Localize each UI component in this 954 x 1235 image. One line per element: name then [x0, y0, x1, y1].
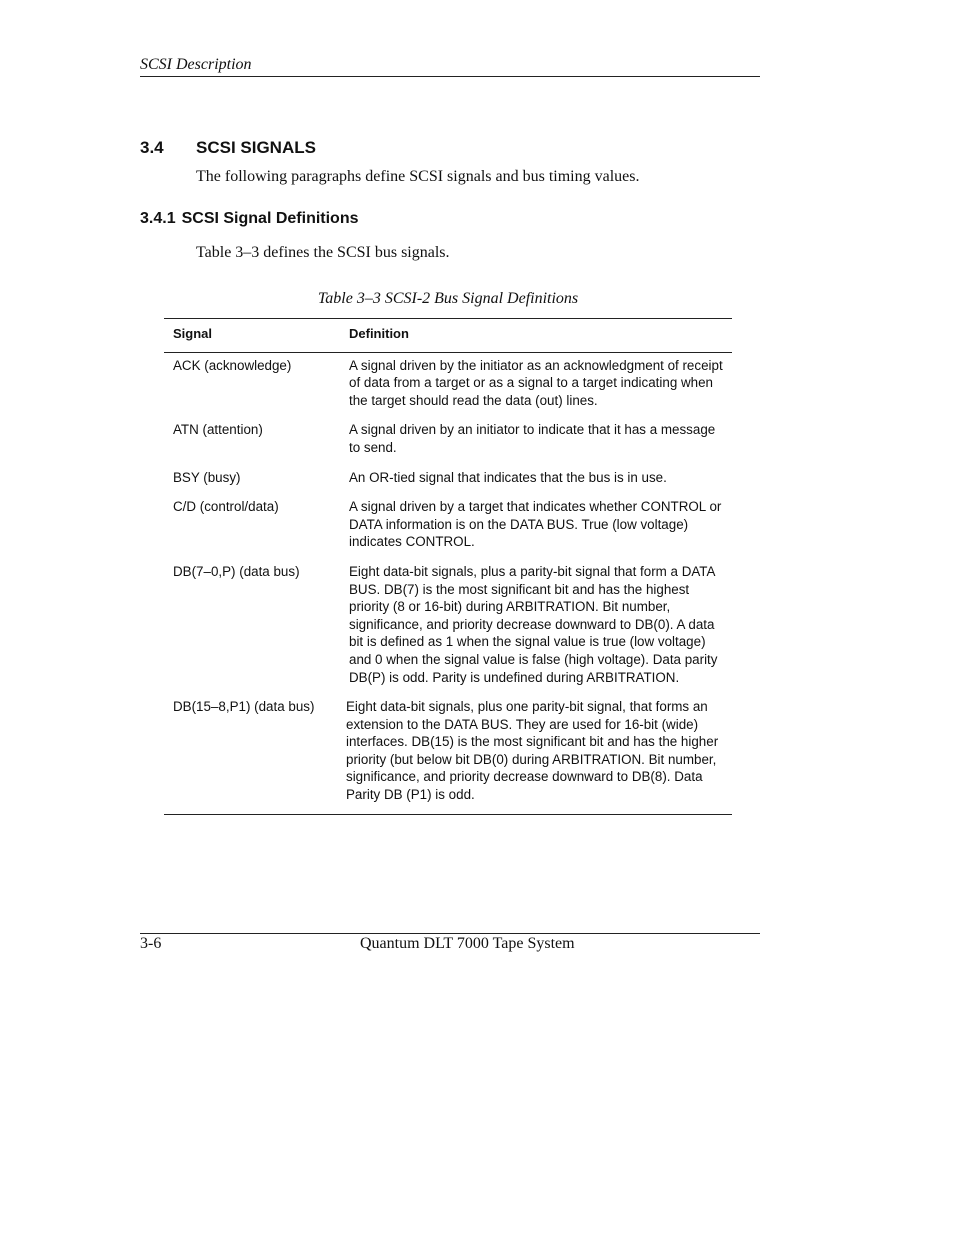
- table-row: [164, 352, 732, 421]
- table-row: [164, 563, 732, 698]
- definition-cell: A signal driven by a target that indicates whether CONTROL or DATA information is on the DATA BUS. True (low voltage) indicates CONTROL.: [349, 499, 722, 550]
- table-row: [164, 469, 732, 499]
- signal-definitions-table: [164, 318, 732, 815]
- table-header-row: [164, 319, 732, 353]
- subsection-intro: Table 3–3 defines the SCSI bus signals.: [196, 244, 450, 261]
- footer-title: Quantum DLT 7000 Tape System: [360, 935, 575, 952]
- subsection-heading: [140, 210, 359, 228]
- signal-cell: ATN (attention): [173, 422, 263, 438]
- definition-cell: Eight data-bit signals, plus one parity-bit signal, that forms an extension to the DATA BUS. They are used for 16-bit (wide) interfaces. DB(15) is the most significant bit and has the higher priority (but below bit DB(0) during ARBITRATION. Bit number, significance, and priority decrease downward to DB(8). Data Parity DB (P1) is odd.: [340, 698, 732, 814]
- section-number: 3.4: [140, 138, 164, 157]
- section-intro: The following paragraphs define SCSI signals and bus timing values.: [196, 168, 640, 185]
- page-number: 3-6: [140, 935, 162, 952]
- signal-cell: C/D (control/data): [173, 499, 279, 515]
- signal-cell: DB(15–8,P1) (data bus): [164, 698, 340, 814]
- signal-cell: DB(7–0,P) (data bus): [173, 563, 300, 579]
- subsection-title: SCSI Signal Definitions: [181, 210, 359, 227]
- footer-rule: [140, 933, 760, 934]
- running-head: SCSI Description: [140, 56, 252, 73]
- subsection-number: 3.4.1: [140, 210, 176, 227]
- table-row: [164, 498, 732, 563]
- table-row: [164, 421, 732, 468]
- definition-cell: An OR-tied signal that indicates that the bus is in use.: [349, 469, 667, 485]
- definition-cell: Eight data-bit signals, plus a parity-bit signal that form a DATA BUS. DB(7) is the most significant bit and has the highest priority (8 or 16-bit) during ARBITRATION. Bit number, significance, and priority decrease downward to DB(0). A data bit is defined as 1 when the signal value is true (low voltage) and 0 when the signal value is false (high voltage). Data parity DB(P) is odd. Parity is undefined during ARBITRATION.: [349, 563, 718, 685]
- section-heading: [140, 138, 316, 158]
- section-title: SCSI SIGNALS: [196, 138, 316, 157]
- table-caption: Table 3–3 SCSI-2 Bus Signal Definitions: [317, 290, 579, 307]
- header-rule: [140, 76, 760, 77]
- column-header-signal: Signal: [164, 319, 340, 353]
- definition-cell: A signal driven by the initiator as an acknowledgment of receipt of data from a target or as a signal to a target indicating when the target should read the data (out) lines.: [349, 357, 723, 408]
- signal-cell: ACK (acknowledge): [173, 357, 292, 373]
- column-header-definition: Definition: [340, 319, 732, 353]
- signal-cell: BSY (busy): [173, 469, 241, 485]
- definition-cell: A signal driven by an initiator to indicate that it has a message to send.: [349, 422, 716, 455]
- table-row: [164, 698, 732, 814]
